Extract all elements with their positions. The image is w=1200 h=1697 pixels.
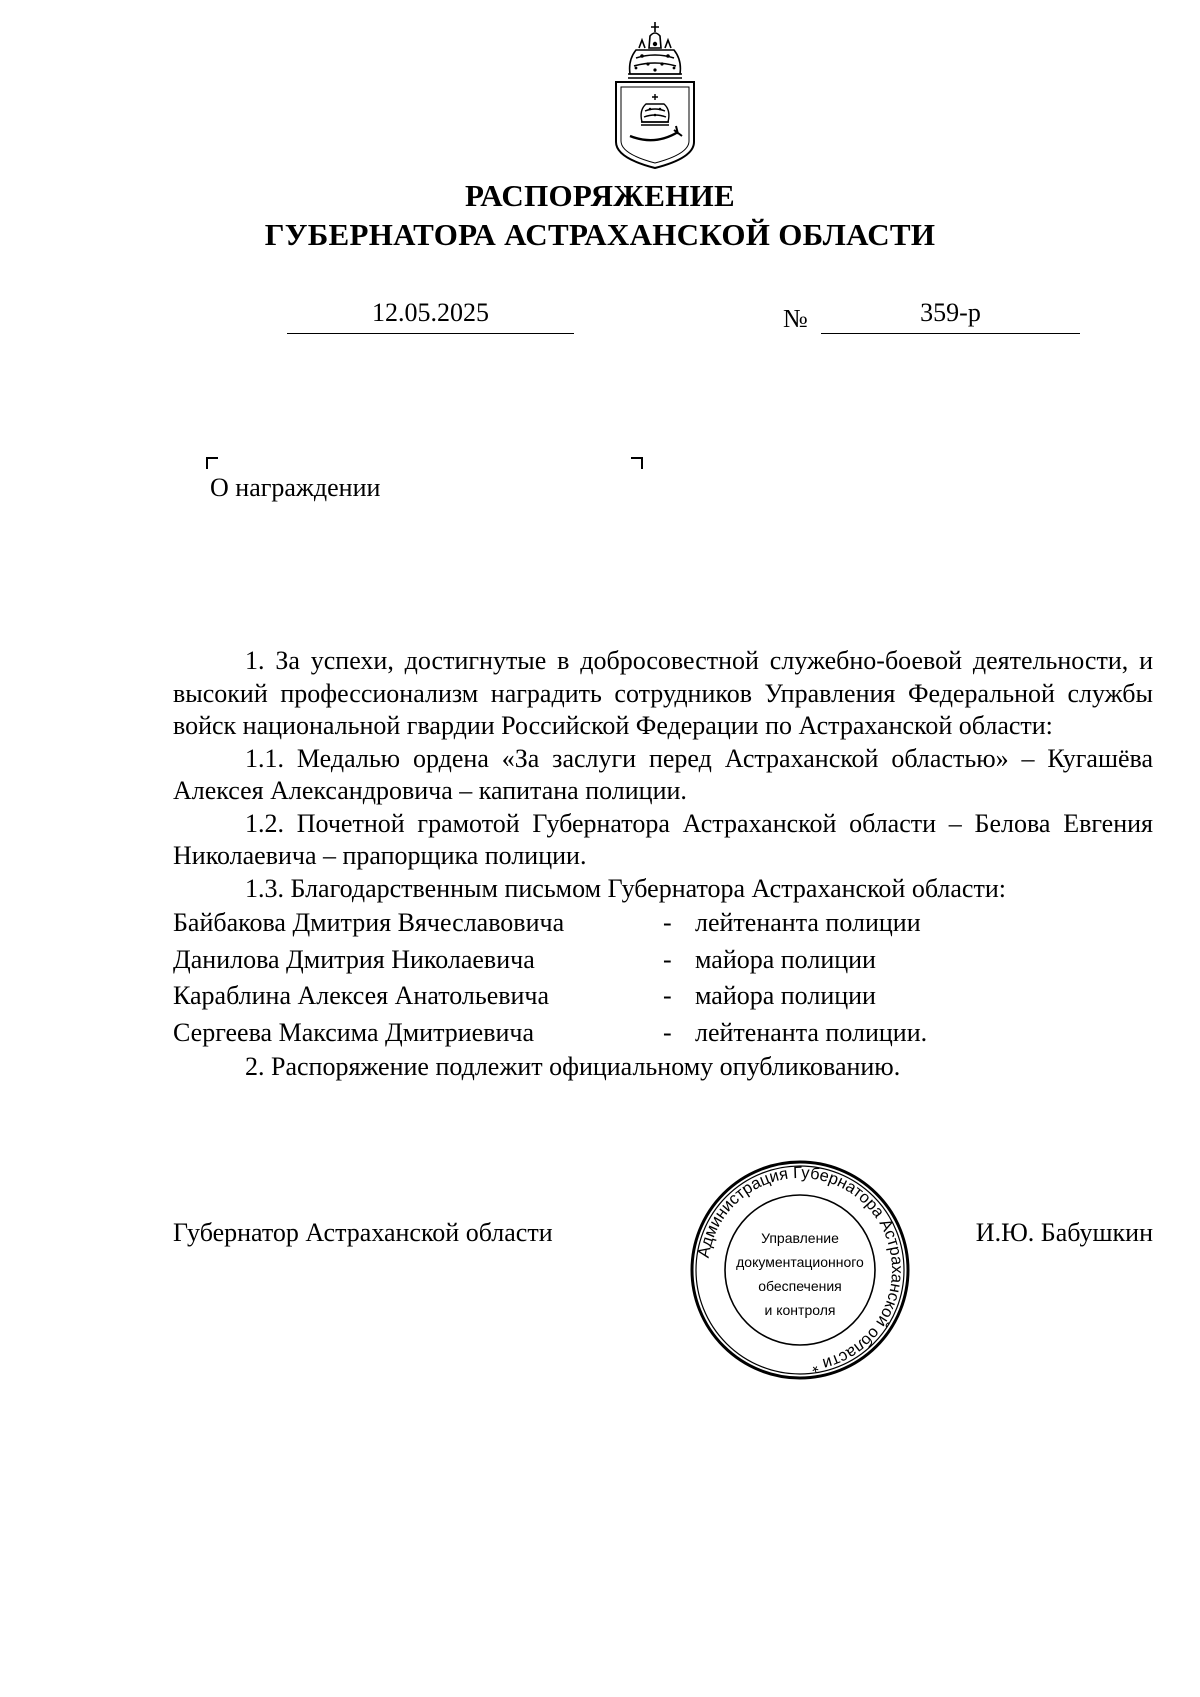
seal-ring-textpath: Администрация Губернатора Астраханской области * (694, 1163, 907, 1376)
number-sign: № (783, 304, 808, 333)
recipients-list (173, 905, 1153, 1051)
paragraph-2: 2. Распоряжение подлежит официальному опубликованию. (245, 1052, 901, 1081)
list-item (173, 1015, 1153, 1052)
document-number: 359-р (821, 297, 1080, 334)
recipient-name: Данилова Дмитрия Николаевича (173, 944, 535, 974)
recipient-rank: лейтенанта полиции. (695, 1017, 928, 1047)
signatory-position: Губернатор Астраханской области (173, 1218, 553, 1247)
paragraph-1-3: 1.3. Благодарственным письмом Губернатора Астраханской области: (245, 873, 1006, 903)
document-date: 12.05.2025 (287, 297, 574, 334)
subject-corner-mark-left (206, 457, 218, 469)
signatory-name: И.Ю. Бабушкин (975, 1218, 1153, 1247)
paragraph-1-1: 1.1. Медалью ордена «За заслуги перед Астраханской областью» – Кугашёва Алексея Александровича – капитана полиции. (173, 743, 1153, 805)
recipient-dash: - (663, 944, 672, 974)
seal-center-line: обеспечения (758, 1278, 842, 1294)
coat-of-arms-icon (614, 18, 696, 170)
document-body (173, 645, 1153, 1084)
seal-center-line: документационного (736, 1254, 864, 1270)
recipient-name: Сергеева Максима Дмитриевича (173, 1017, 535, 1047)
subject-corner-mark-right (631, 457, 643, 469)
seal-center-line: Управление (761, 1230, 839, 1246)
recipient-rank: лейтенанта полиции (695, 908, 921, 937)
paragraph-1: 1. За успехи, достигнутые в добросовестной служебно-боевой деятельности, и высокий профессионализм наградить сотрудников Управления Федеральной службы войск национальной гвардии Российской Федерации по Астраханской области: (173, 646, 1153, 740)
list-item (173, 905, 1153, 942)
recipient-rank: майора полиции (695, 944, 876, 974)
recipient-name: Караблина Алексея Анатольевича (173, 981, 550, 1010)
seal-center-line: и контроля (764, 1302, 836, 1318)
document-issuer: ГУБЕРНАТОРА АСТРАХАНСКОЙ ОБЛАСТИ (264, 217, 936, 252)
recipient-name: Байбакова Дмитрия Вячеславовича (173, 908, 565, 937)
document-title: РАСПОРЯЖЕНИЕ (464, 178, 736, 213)
recipient-dash: - (663, 908, 672, 937)
list-item (173, 942, 1153, 979)
official-seal-icon (690, 1160, 910, 1380)
list-item (173, 978, 1153, 1015)
paragraph-1-2: 1.2. Почетной грамотой Губернатора Астраханской области – Белова Евгения Николаевича – прапорщика полиции. (173, 808, 1153, 870)
recipient-dash: - (663, 981, 672, 1010)
document-subject: О награждении (210, 473, 381, 502)
recipient-rank: майора полиции (695, 981, 876, 1010)
recipient-dash: - (663, 1017, 672, 1047)
